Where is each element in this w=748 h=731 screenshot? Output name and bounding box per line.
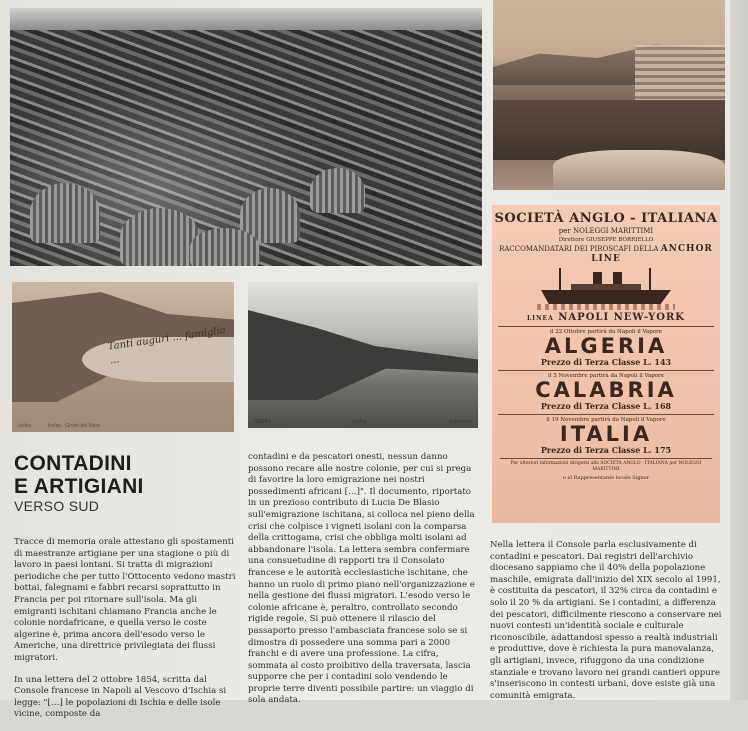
title-line-2: E ARTIGIANI (14, 475, 144, 498)
ship-funnel (613, 272, 622, 284)
sailing-date: il 19 Novembre partirà da Napoli il Vapore (546, 417, 666, 423)
ship-deck (571, 284, 641, 290)
poster-route-name: NAPOLI NEW-YORK (558, 312, 685, 323)
ship-funnel (593, 272, 602, 284)
postcard-ischia-2 (248, 282, 478, 428)
postcard-caption-left: Ischia (18, 423, 32, 429)
postcard-ischia-1 (12, 282, 234, 432)
sailing-destination: CALABRIA (535, 378, 677, 402)
sailing-price: Prezzo di Terza Classe L. 175 (540, 445, 672, 455)
sky-area (10, 8, 482, 30)
postcard-caption (254, 419, 472, 425)
section-title (14, 452, 144, 498)
poster-company: SOCIETÀ ANGLO - ITALIANA (494, 211, 718, 226)
postcard-caption (18, 423, 228, 429)
sailing-destination: ALGERIA (544, 334, 668, 358)
sailing-block (498, 414, 714, 455)
text-column-1 (14, 537, 240, 731)
ship-mast (649, 268, 651, 290)
postcard-caption-mid: Lo Bar (352, 419, 368, 425)
sailing-price: Prezzo di Terza Classe L. 143 (540, 357, 672, 367)
sailing-price: Prezzo di Terza Classe L. 168 (540, 401, 672, 411)
panel-edge (730, 0, 748, 700)
shipping-poster (492, 205, 720, 523)
poster-route (492, 312, 720, 323)
poster-footer: Per ulteriori informazioni dirigersi alla SOCIETÀ ANGLO - ITALIANA per NOLEGGI MARITTIMI (500, 458, 712, 473)
steamship-illustration (541, 268, 671, 310)
basket-shape (310, 168, 365, 213)
basket-shape (190, 228, 260, 266)
poster-route-prefix: LINEA (527, 315, 554, 322)
paragraph: Nella lettera il Console parla esclusivamente di contadini e pescatori. Dai registri dell'archivio diocesano sappiamo che il 40% della popolazione maschile, emigrata dall'inizio del XIX secolo al 1991, è costituita da pescatori, il 32% circa da contadini e solo il 20 % da artigiani. Se i contadini, a differenza dei pescatori, difficilmente riescono a conservare nei nuovi contesti un'identità sociale e culturale riconoscibile, adattandosi spesso a realtà industriali e produttive, dove è richiesta la pura manovalanza, gli artigiani, invece, rifuggono da una condizione stanziale e trovano lavoro nei grandi cantieri oppure s'inseriscono in contesti urbani, dove esiste già una comunità emigrata. (490, 540, 722, 701)
sailing-block (498, 370, 714, 411)
postcard-caption-left: ISCHIA (254, 419, 271, 425)
sailing-date: il 5 Novembre partirà da Napoli il Vapore (548, 373, 664, 379)
postcard-hill (248, 310, 478, 400)
postcard-caption-mid: Ischia - Grotte del Mare (47, 423, 100, 429)
sailing-destination: ITALIA (559, 422, 653, 446)
postcard-handwriting: Tanti auguri ... famiglia ... (107, 325, 227, 367)
paragraph: Tracce di memoria orale attestano gli spostamenti di maestranze artigiane per una stagione o più di lavoro in paesi lontani. Si tratta di migrazioni periodiche che per tutto l'Ottocento vedono mastri bottai, falegnami e fabbri recarsi soprattutto in Francia per poi ritornare sull'isola. Ma gli emigranti ischitani chiamano Francia anche le colonie nordafricane, e quella verso le coste algerine è, prima ancora dell'esodo verso le Americhe, una direttrice privilegiata dei flussi migratori. (14, 537, 236, 663)
paragraph: contadini e da pescatori onesti, nessun danno possono recare alle nostre colonie, per cui si prega di favorire la loro emigrazione nei nostri possedimenti africani […]". Il documento, riportato in un prezioso contributo di Lucia De Blasio sull'emigrazione ischitana, si colloca nel pieno della crisi che colpisce i vigneti isolani con la comparsa della crittogama, crisi che obbliga molti isolani ad abbandonare l'isola. La lettera sembra confermare una consuetudine di rapporti tra il Consolato francese e le autorità ecclesiastiche ischitane, che hanno un ruolo di primo piano nell'organizzazione e nella gestione dei flussi migratori. L'esodo verso le colonie africane è, peraltro, controllato secondo rigide regole. Si può ottenere il rilascio del passaporto presso l'ambasciata francese solo se si dimostra di possedere una somma pari a 2000 franchi e di avere una professione. La cifra, sommata al costo proibitivo della traversata, lascia supporre che per i contadini solo vendendo le proprie terre diventi possibile partire: un viaggio di sola andata. (248, 452, 475, 706)
grape-harvest-photo (10, 8, 482, 266)
poster-line-prefix: RACCOMANDATARI DEI PIROSCAFI DELLA (499, 245, 659, 253)
text-column-2 (248, 452, 480, 717)
title-line-1: CONTADINI (14, 452, 132, 475)
poster-director: Direttore GIUSEPPE BORRIELLO (558, 237, 654, 243)
poster-agent: o al Rappresentante locale Signor (562, 475, 650, 481)
postcard-caption-right: Collezione (448, 419, 472, 425)
sailing-date: il 22 Ottobre partirà da Napoli il Vapore (550, 329, 662, 335)
harbor-photo (493, 0, 725, 190)
poster-line (492, 244, 720, 264)
harbor-building (553, 150, 725, 190)
basket-shape (120, 208, 200, 266)
ship-mast (559, 268, 561, 290)
paragraph: In una lettera del 2 ottobre 1854, scritta dal Console francese in Napoli al Vescovo d'Ischia si legge: "[…] le popolazioni di Ischia e delle isole vicine, composte da (14, 674, 227, 720)
ship-waves (537, 304, 675, 310)
poster-subtitle: per NOLEGGI MARITTIMI (558, 227, 654, 235)
text-column-3 (490, 540, 722, 712)
ship-hull (541, 290, 671, 304)
sailing-block (498, 326, 714, 367)
section-subtitle: VERSO SUD (14, 498, 100, 514)
poster-line-name: ANCHOR LINE (591, 244, 713, 264)
basket-shape (30, 183, 100, 243)
